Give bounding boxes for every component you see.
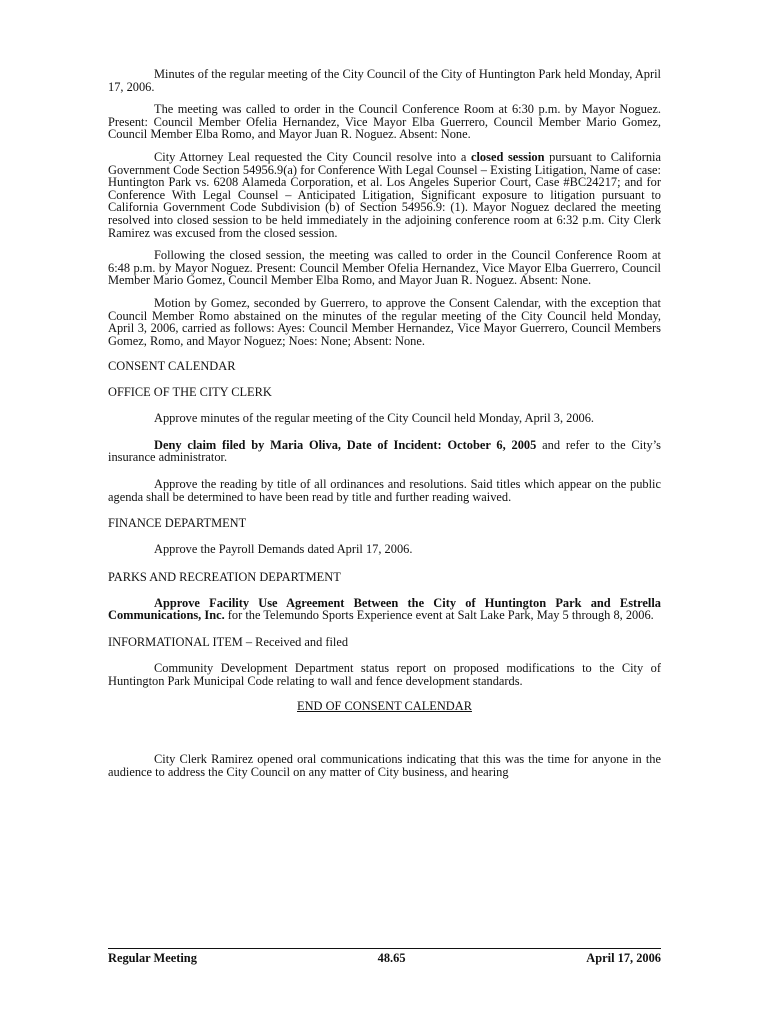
footer-meeting-type: Regular Meeting	[108, 951, 197, 965]
document-body	[108, 68, 661, 788]
approve-minutes-item: Approve minutes of the regular meeting of the City Council held Monday, April 3, 2006.	[154, 411, 595, 426]
deny-claim-rest: and refer to the City’s insurance administrator.	[108, 437, 661, 465]
reading-by-title-item: Approve the reading by title of all ordinances and resolutions. Said titles which appear on the public agenda shall be determined to have been read by title and further reading waived.	[108, 477, 661, 504]
footer-page-number: 48.65	[377, 951, 406, 965]
closed-session-text-a: City Attorney Leal requested the City Council resolve into a	[154, 149, 471, 164]
facility-use-bold: Approve Facility Use Agreement Between the City of Huntington Park and Estrella Communications, Inc.	[108, 595, 661, 623]
call-to-order-paragraph: The meeting was called to order in the Council Conference Room at 6:30 p.m. by Mayor Noguez. Present: Council Member Ofelia Hernandez, Vice Mayor Elba Guerrero, Council Member Mario Gomez, Council Member Elba Romo, and Mayor Juan R. Noguez. Absent: None.	[108, 102, 661, 142]
closed-session-paragraph	[108, 151, 661, 239]
intro-paragraph: Minutes of the regular meeting of the City Council of the City of Huntington Park held Monday, April 17, 2006.	[108, 67, 661, 94]
end-consent-calendar: END OF CONSENT CALENDAR	[297, 699, 472, 714]
facility-use-item	[108, 597, 661, 622]
reconvene-paragraph: Following the closed session, the meeting was called to order in the Council Conference Room at 6:48 p.m. by Mayor Noguez. Present: Council Member Ofelia Hernandez, Vice Mayor Elba Guerrero, Council Member Mario Gomez, Council Member Elba Romo, and Mayor Juan R. Noguez. Absent: None.	[108, 248, 661, 288]
facility-use-rest: for the Telemundo Sports Experience event at Salt Lake Park, May 5 through 8, 2006.	[224, 608, 654, 623]
finance-heading: FINANCE DEPARTMENT	[108, 516, 247, 531]
payroll-item: Approve the Payroll Demands dated April 17, 2006.	[154, 542, 413, 557]
deny-claim-bold: Deny claim filed by Maria Oliva, Date of Incident: October 6, 2005	[154, 437, 537, 452]
closed-session-text-b: pursuant to California Government Code Section 54956.9(a) for Conference With Legal Counsel – Existing Litigation, Name of case: Huntington Park vs. 6208 Alameda Corporation, et al. Los Angeles Superior Court, Case #BC24217; and for Conference With Legal Counsel – Anticipated Litigation, Significant exposure to litigation pursuant to California Government Code Subdivision (b) of Section 54956.9: (1). Mayor Noguez declared the meeting resolved into closed session to be held immediately in the adjoining conference room at 6:32 p.m. City Clerk Ramirez was excused from the closed session.	[108, 149, 661, 240]
page-footer	[108, 948, 661, 966]
consent-calendar-heading: CONSENT CALENDAR	[108, 359, 236, 374]
footer-date: April 17, 2006	[586, 951, 661, 965]
deny-claim-item	[108, 439, 661, 464]
city-clerk-heading: OFFICE OF THE CITY CLERK	[108, 385, 272, 400]
informational-heading: INFORMATIONAL ITEM – Received and filed	[108, 635, 349, 650]
community-development-item: Community Development Department status report on proposed modifications to the City of Huntington Park Municipal Code relating to wall and fence development standards.	[108, 661, 661, 688]
parks-heading: PARKS AND RECREATION DEPARTMENT	[108, 569, 341, 584]
motion-paragraph: Motion by Gomez, seconded by Guerrero, to approve the Consent Calendar, with the exception that Council Member Romo abstained on the minutes of the regular meeting of the City Council held Monday, April 3, 2006, carried as follows: Ayes: Council Member Hernandez, Vice Mayor Guerrero, Council Members Gomez, Romo, and Mayor Noguez; Noes: None; Absent: None.	[108, 295, 661, 348]
oral-communications-paragraph: City Clerk Ramirez opened oral communications indicating that this was the time for anyone in the audience to address the City Council on any matter of City business, and hearing	[108, 752, 661, 779]
closed-session-bold: closed session	[470, 149, 545, 164]
